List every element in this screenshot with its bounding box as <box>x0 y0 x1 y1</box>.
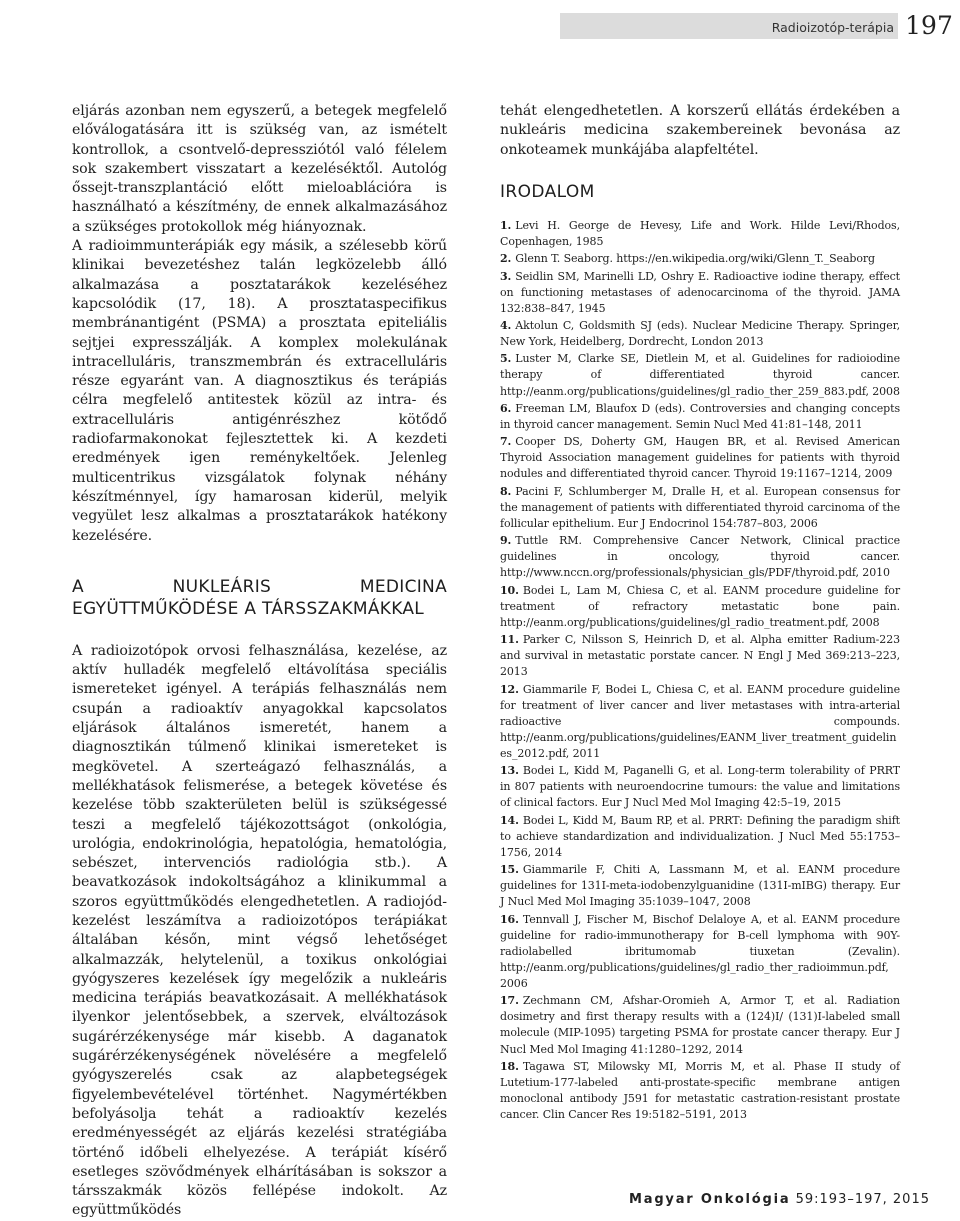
reference-text: Zechmann CM, Afshar-Oromieh A, Armor T, et al. Radiation dosimetry and first therapy results with a (124)I/ (131)I-labeled small molecule (MIP-1095) targeting PSMA for prostate cancer therapy. Eur J Nucl Med Mol Imaging 41:1280–1292, 2014 <box>500 994 900 1056</box>
reference-number: 7. <box>500 435 512 449</box>
right-column <box>500 102 900 1124</box>
reference-number: 12. <box>500 682 519 696</box>
reference-text: Giammarile F, Bodei L, Chiesa C, et al. EANM procedure guideline for treatment of liver cancer and liver metastases with intra-arterial radioactive compounds. http://eanm.org/publications/guidelines/EANM_liver_treatment_guidelines_2012.pdf, 2011 <box>500 682 900 760</box>
reference-text: Bodei L, Kidd M, Paganelli G, et al. Long-term tolerability of PRRT in 807 patients with neuroendocrine tumours: the value and limitations of clinical factors. Eur J Nucl Med Mol Imaging 42:5–19, 2015 <box>500 764 900 810</box>
reference-text: Cooper DS, Doherty GM, Haugen BR, et al. Revised American Thyroid Association management guidelines for patients with thyroid nodules and differentiated thyroid cancer. Thyroid 19:1167–1214, 2009 <box>500 435 900 481</box>
section-heading: A NUKLEÁRIS MEDICINA EGYÜTTMŰKÖDÉSE A TÁRSSZAKMÁKKAL <box>72 576 447 619</box>
reference-item <box>500 993 900 1057</box>
reference-item <box>500 434 900 482</box>
reference-item <box>500 218 900 250</box>
reference-item <box>500 251 900 267</box>
reference-text: Levi H. George de Hevesy, Life and Work. Hilde Levi/Rhodos, Copenhagen, 1985 <box>500 218 900 248</box>
running-title: Radioizotóp-terápia <box>771 20 894 35</box>
reference-text: Luster M, Clarke SE, Dietlein M, et al. Guidelines for radioiodine therapy of differentiated thyroid cancer. http://eanm.org/publications/guidelines/gl_radio_ther_259_883.pdf, 2008 <box>500 352 900 398</box>
reference-number: 6. <box>500 401 512 415</box>
reference-number: 5. <box>500 352 512 366</box>
reference-item <box>500 318 900 350</box>
body-paragraph: tehát elengedhetetlen. A korszerű ellátás érdekében a nukleáris medicina szakembereinek bevonása az onkoteamek munkájába alapfeltétel. <box>500 103 900 158</box>
reference-item <box>500 1059 900 1123</box>
reference-number: 9. <box>500 534 512 548</box>
reference-item <box>500 583 900 631</box>
reference-text: Seidlin SM, Marinelli LD, Oshry E. Radioactive iodine therapy, effect on functioning metastases of adenocarcinoma of the thyroid. JAMA 132:838–847, 1945 <box>500 269 900 315</box>
reference-text: Bodei L, Kidd M, Baum RP, et al. PRRT: Defining the paradigm shift to achieve standardization and individualization. J Nucl Med 55:1753–1756, 2014 <box>500 813 900 859</box>
reference-number: 8. <box>500 484 512 498</box>
reference-item <box>500 862 900 910</box>
reference-item <box>500 269 900 317</box>
reference-item <box>500 912 900 992</box>
reference-number: 11. <box>500 633 519 647</box>
reference-text: Freeman LM, Blaufox D (eds). Controversies and changing concepts in thyroid cancer management. Semin Nucl Med 41:81–148, 2011 <box>500 401 900 431</box>
reference-number: 2. <box>500 252 512 266</box>
reference-text: Glenn T. Seaborg. https://en.wikipedia.org/wiki/Glenn_T._Seaborg <box>515 252 875 266</box>
reference-item <box>500 401 900 433</box>
reference-number: 18. <box>500 1059 519 1073</box>
reference-number: 3. <box>500 269 512 283</box>
reference-number: 1. <box>500 218 512 232</box>
page-number: 197 <box>898 5 960 47</box>
reference-number: 17. <box>500 994 519 1008</box>
reference-number: 16. <box>500 912 519 926</box>
page-header <box>0 0 960 48</box>
reference-text: Tagawa ST, Milowsky MI, Morris M, et al. Phase II study of Lutetium-177-labeled anti-prostate-specific membrane antigen monoclonal antibody J591 for metastatic castration-resistant prostate cancer. Clin Cancer Res 19:5182–5191, 2013 <box>500 1059 900 1122</box>
reference-item <box>500 484 900 532</box>
reference-number: 14. <box>500 813 519 827</box>
journal-citation: 59:193–197, 2015 <box>790 1192 930 1207</box>
reference-number: 15. <box>500 863 519 877</box>
body-paragraph: eljárás azonban nem egyszerű, a betegek megfelelő előválogatására itt is szükség van, az ismételt kontrollok, a csontvelő-depressziótól való félelem sok szakembert visszatart a kezeléséktől. Autológ őssejt-transzplantáció előtt mieloablációra is használható a készítmény, de ennek alkalmazásához a szükséges protokollok még hiányoznak. <box>72 103 447 235</box>
reference-text: Pacini F, Schlumberger M, Dralle H, et al. European consensus for the management of patients with differentiated thyroid carcinoma of the follicular epithelium. Eur J Endocrinol 154:787–803, 2006 <box>500 484 900 530</box>
reference-list <box>500 218 900 1123</box>
body-paragraph: A radioizotópok orvosi felhasználása, kezelése, az aktív hulladék megfelelő eltávolítása speciális ismereteket igényel. A terápiás felhasználás nem csupán a radioaktív anyagokkal kapcsolatos eljárások általános ismeretét, hanem a diagnosztikán túlmenő klinikai ismereteket is megkövetel. A szerteágazó felhasználás, a mellékhatások felismerése, a betegek követése és kezelése több szakterületen belül is szükségessé teszi a megfelelő tájékozottságot (onkológia, urológia, endokrinológia, hepatológia, hematológia, sebészet, intervenciós radiológia stb.). A beavatkozások indokoltságához a klinikummal a szoros együttműködés elengedhetetlen. A radiojód-kezelést leszámítva a radioizotópos terápiákat általában későn, mint végső lehetőséget alkalmazzák, helytelenül, a toxikus onkológiai gyógyszeres kezelések így megelőzik a nukleáris medicina terápiás beavatkozásait. A mellékhatások ilyenkor jelentősebbek, a szervek, elváltozások sugárérzékenysége már kisebb. A daganatok sugárérzékenységének növelésére a megfelelő gyógyszerelés csak az alapbetegségek figyelembevételével történhet. Nagymértékben befolyásolja tehát a radioaktív kezelés eredményességét az eljárás kezelési stratégiába történő időbeli elhelyezése. A terápiát kísérő esetleges szövődmények elhárításában is sokszor a társszakmák közös fellépése indokolt. Az együttműködés <box>72 642 447 1219</box>
reference-text: Tuttle RM. Comprehensive Cancer Network, Clinical practice guidelines in oncology, thyroid cancer. http://www.nccn.org/professionals/physician_gls/PDF/thyroid.pdf, 2010 <box>500 534 900 580</box>
left-column <box>72 102 447 1221</box>
reference-text: Aktolun C, Goldsmith SJ (eds). Nuclear Medicine Therapy. Springer, New York, Heidelberg, Dordrecht, London 2013 <box>500 319 900 349</box>
reference-item <box>500 351 900 399</box>
journal-name: Magyar Onkológia <box>629 1192 791 1207</box>
reference-number: 10. <box>500 583 519 597</box>
reference-number: 4. <box>500 319 512 333</box>
reference-text: Tennvall J, Fischer M, Bischof Delaloye A, et al. EANM procedure guideline for radio-immunotherapy for B-cell lymphoma with 90Y-radiolabelled ibritumomab tiuxetan (Zevalin). http://eanm.org/publications/guidelines/gl_radio_ther_radioimmun.pdf, 2006 <box>500 912 900 991</box>
reference-item <box>500 632 900 680</box>
reference-item <box>500 533 900 581</box>
page-footer <box>629 1192 930 1207</box>
reference-item <box>500 813 900 861</box>
reference-text: Giammarile F, Chiti A, Lassmann M, et al. EANM procedure guidelines for 131I-meta-iodobenzylguanidine (131I-mIBG) therapy. Eur J Nucl Med Mol Imaging 35:1039–1047, 2008 <box>500 863 900 909</box>
reference-number: 13. <box>500 764 519 778</box>
reference-text: Parker C, Nilsson S, Heinrich D, et al. Alpha emitter Radium-223 and survival in metastatic porstate cancer. N Engl J Med 369:213–223, 2013 <box>500 633 900 679</box>
reference-item <box>500 763 900 811</box>
reference-item <box>500 682 900 762</box>
references-heading: IRODALOM <box>500 181 595 202</box>
reference-text: Bodei L, Lam M, Chiesa C, et al. EANM procedure guideline for treatment of refractory metastatic bone pain. http://eanm.org/publications/guidelines/gl_radio_treatment.pdf, 2008 <box>500 583 900 629</box>
body-paragraph: A radioimmunterápiák egy másik, a szélesebb körű klinikai bevezetéshez talán legközelebb álló alkalmazása a posztatarákok kezeléséhez kapcsolódik (17, 18). A prosztataspecifikus membránantigént (PSMA) a prosztata epiteliális sejtjei expresszálják. A komplex molekulának intracelluláris, transzmembrán és extracelluláris része egyaránt van. A diagnosztikus és terápiás célra megfelelő antitestek közül az intra- és extracelluláris antigénrészhez kötődő radiofarmakonokat fejlesztettek ki. A kezdeti eredmények igen reménykeltőek. Jelenleg multicentrikus vizsgálatok folynak néhány készítménnyel, így hamarosan kiderül, melyik vegyület lesz alkalmas a prosztatarákok hatékony kezelésére. <box>72 238 447 544</box>
